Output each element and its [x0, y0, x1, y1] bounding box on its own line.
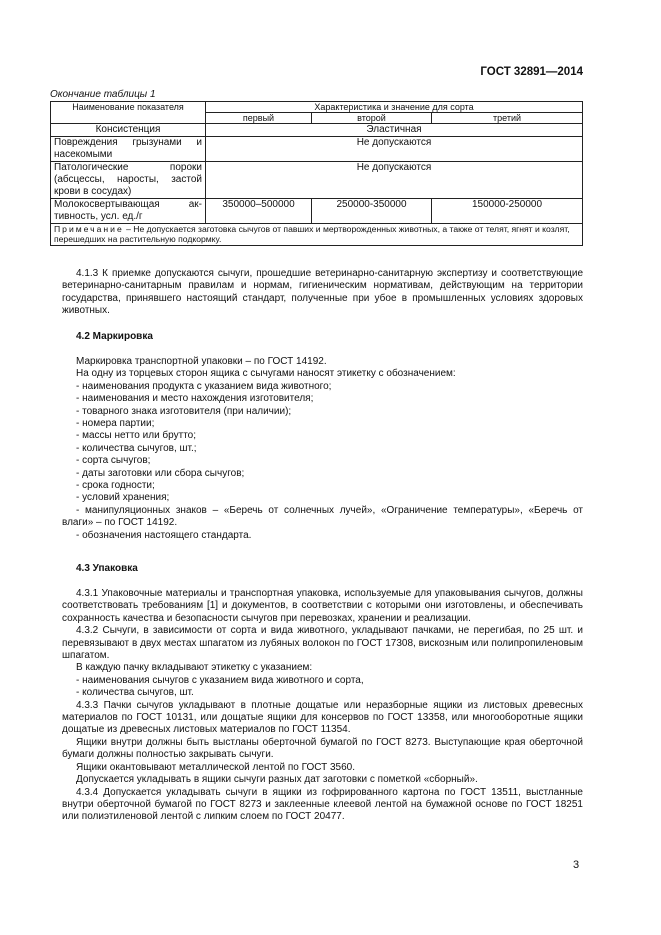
paragraph: 4.1.3 К приемке допускаются сычуги, прошедшие ветеринарно-санитарную экспертизу и соответствующие ветеринарно-санитарным правилам и нормам, гигиеническим нормативам, действующим на территории государства, принявшего настоящий стандарт, полученные при убое в промышленных условиях здоровых животных. [62, 268, 583, 317]
paragraph: Допускается укладывать в ящики сычуги разных дат заготовки с пометкой «сборный». [76, 774, 478, 786]
page-number: 3 [573, 859, 580, 871]
section-4-2-body [62, 356, 583, 542]
paragraph: 4.3.3 Пачки сычугов укладывают в плотные дощатые или неразборные ящики из листовых древесных материалов по ГОСТ 10131, или дощатые ящики для консервов по ГОСТ 13358, или многооборотные ящики дощатые из древесных листовых материалов по ГОСТ 11354. [62, 699, 583, 736]
grade-third: третий [432, 113, 583, 124]
list-item: - наименования продукта с указанием вида животного; [76, 380, 332, 392]
row-name [51, 199, 206, 224]
list-item: - манипуляционных знаков – «Беречь от солнечных лучей», «Ограничение температуры», «Беречь от влаги» – по ГОСТ 14192. [62, 504, 583, 529]
paragraph: 4.3.1 Упаковочные материалы и транспортная упаковка, используемые для упаковывания сычугов, должны соответствовать требованиям [1] и документов, в соответствии с которыми они изготовлены, и обеспечивать сохранность качества и безопасности сычугов при перевозках, хранении и реализации. [62, 588, 583, 624]
list-item: - наименования и место нахождения изготовителя; [76, 393, 314, 405]
list-item: - товарного знака изготовителя (при наличии); [76, 405, 292, 417]
list-item: - номера партии; [76, 418, 155, 430]
row-name-line: Патологические пороки [54, 162, 202, 173]
list-item: - количества сычугов, шт. [76, 687, 194, 699]
section-4-3-title: 4.3 Упаковка [76, 563, 138, 574]
table-row [51, 137, 583, 162]
row-name-line: тивность, усл. ед./г [54, 211, 143, 222]
row-name-line: крови в сосудах) [54, 186, 132, 197]
row-value: Эластичная [206, 124, 583, 137]
quality-table [50, 101, 583, 246]
grade-second: второй [312, 113, 432, 124]
list-item: - даты заготовки или сбора сычугов; [76, 467, 245, 479]
value-first: 350000–500000 [206, 199, 312, 224]
paragraph: На одну из торцевых сторон ящика с сычугами наносят этикетку с обозначением: [76, 368, 456, 380]
list-item: - срока годности; [76, 480, 155, 492]
note-label: Примечание [54, 224, 124, 234]
paragraph: Ящики окантовывают металлической лентой по ГОСТ 3560. [76, 761, 356, 773]
row-value: Не допускаются [206, 137, 583, 162]
table-row [51, 162, 583, 199]
value-third: 150000-250000 [432, 199, 583, 224]
table-note-row [51, 224, 583, 246]
paragraph: Ящики внутри должны быть выстланы оберточной бумагой по ГОСТ 8273. Выступающие края оберточной бумаги должны полностью закрывать сычуги. [62, 736, 583, 761]
row-name: Консистенция [51, 124, 206, 137]
document-header: ГОСТ 32891—2014 [480, 66, 583, 78]
list-item: - условий хранения; [76, 492, 170, 504]
row-name-line: (абсцессы, наросты, застой [54, 174, 202, 185]
paragraph: 4.3.2 Сычуги, в зависимости от сорта и вида животного, укладывают пачками, не перегибая, по 25 шт. и перевязывают в двух местах шпагатом из лубяных волокон по ГОСТ 17308, вискозным или полипропиленовым шпагатом. [62, 625, 583, 662]
header-name-col: Наименование показателя [51, 102, 206, 124]
list-item: - количества сычугов, шт.; [76, 442, 197, 454]
list-item: - массы нетто или брутто; [76, 430, 196, 442]
paragraph: Маркировка транспортной упаковки – по ГОСТ 14192. [76, 356, 327, 367]
table-row [51, 124, 583, 137]
list-item: - наименования сычугов с указанием вида животного и сорта, [76, 674, 364, 686]
table-caption: Окончание таблицы 1 [50, 89, 156, 100]
note-text: – Не допускается заготовка сычугов от павших и мертворожденных животных, а также от телят, ягнят и козлят, перешедших на растительную подкормку. [54, 224, 570, 245]
clause-4-1-3 [62, 268, 583, 318]
row-name [51, 137, 206, 162]
row-name-line: Молокосвертывающая ак- [54, 199, 202, 210]
section-4-2-title: 4.2 Маркировка [76, 331, 153, 342]
section-4-3-body [62, 588, 583, 824]
row-name [51, 162, 206, 199]
table-row [51, 199, 583, 224]
row-name-line: Повреждения грызунами и [54, 137, 202, 148]
list-item: - обозначения настоящего стандарта. [76, 529, 252, 541]
list-item: - сорта сычугов; [76, 455, 151, 467]
grade-first: первый [206, 113, 312, 124]
table-note [51, 224, 583, 246]
table-header-row [51, 102, 583, 113]
row-name-line: насекомыми [54, 149, 113, 160]
header-char-col: Характеристика и значение для сорта [206, 102, 583, 113]
paragraph: В каждую пачку вкладывают этикетку с указанием: [76, 662, 313, 674]
row-value: Не допускаются [206, 162, 583, 199]
paragraph: 4.3.4 Допускается укладывать сычуги в ящики из гофрированного картона по ГОСТ 13511, выстланные внутри оберточной бумагой по ГОСТ 8273 и заклеенные клеевой лентой на бумажной основе по ГОСТ 18251 или полиэтиленовой лентой с липким слоем по ГОСТ 20477. [62, 786, 583, 823]
value-second: 250000-350000 [312, 199, 432, 224]
